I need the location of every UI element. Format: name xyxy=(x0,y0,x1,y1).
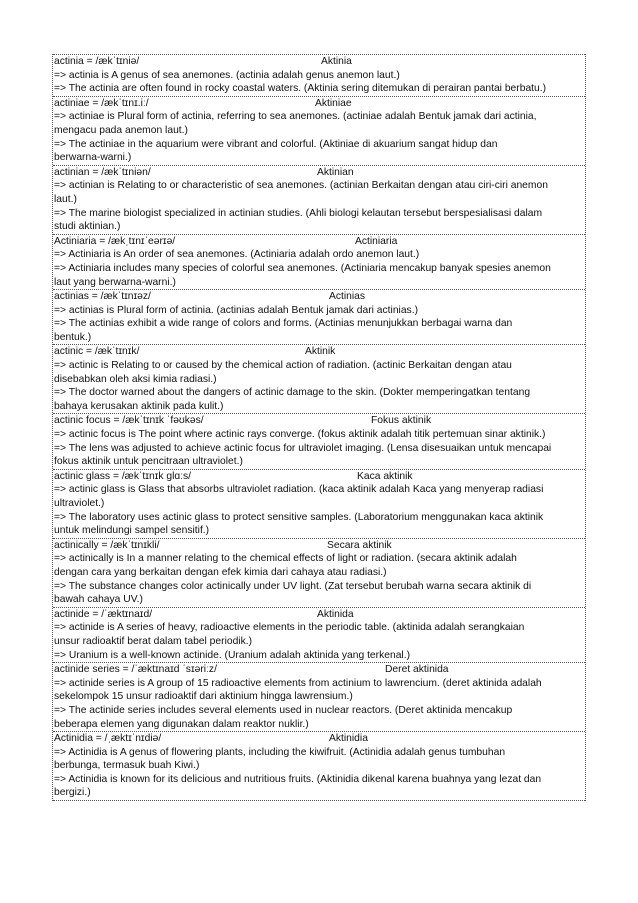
translation: Actinias xyxy=(329,291,366,303)
dictionary-entry xyxy=(53,96,585,165)
entry-line: => actinically is In a manner relating to the chemical effects of light or radiation. (secara aktinik adalah xyxy=(54,553,517,565)
entry-line: => Uranium is a well-known actinide. (Uranium adalah aktinida yang terkenal.) xyxy=(54,649,410,661)
entry-line: => actiniae is Plural form of actinia, referring to sea anemones. (actiniae adalah Bentuk jamak dari actinia, xyxy=(54,111,537,123)
entry-header xyxy=(53,663,585,677)
entry-line: => The actinia are often found in rocky coastal waters. (Aktinia sering ditemukan di perairan pantai berbatu.) xyxy=(54,83,547,95)
entry-line: => actinian is Relating to or characteristic of sea anemones. (actinian Berkaitan dengan atau ciri-ciri anemon xyxy=(54,180,548,192)
headword: actinically = /ækˈtɪnɪkli/ xyxy=(54,539,160,551)
entry-header xyxy=(53,345,585,359)
entry-line: disebabkan oleh aksi kimia radiasi.) xyxy=(54,373,217,385)
entry-line: berwarna-warni.) xyxy=(54,152,132,164)
dictionary-entry xyxy=(53,344,585,413)
entry-line: => The marine biologist specialized in actinian studies. (Ahli biologi kelautan tersebut berspesialisasi dalam xyxy=(54,207,543,219)
translation: Aktinik xyxy=(305,346,336,358)
dictionary-entry xyxy=(53,538,585,607)
headword: Actiniaria = /ækˌtɪnɪˈeərɪə/ xyxy=(54,235,176,247)
entry-line: => The laboratory uses actinic glass to protect sensitive samples. (Laboratorium menggunakan kaca aktinik xyxy=(54,511,544,523)
entry-line: untuk melindungi sampel sensitif.) xyxy=(54,525,210,537)
entry-header xyxy=(53,414,585,428)
entry-line: laut.) xyxy=(54,193,77,205)
headword: actinide series = /ˈæktɪnaɪd ˈsɪəriːz/ xyxy=(54,664,217,676)
entry-line: => actinide series is A group of 15 radioactive elements from actinium to lawrencium. (deret aktinida adalah xyxy=(54,677,542,689)
translation: Deret aktinida xyxy=(385,664,449,676)
translation: Aktinia xyxy=(321,56,352,67)
dictionary-entry xyxy=(53,731,585,801)
entry-line: => actinic is Relating to or caused by the chemical action of radiation. (actinic Berkaitan dengan atau xyxy=(54,360,512,372)
entry-line: => The actinide series includes several elements used in nuclear reactors. (Deret aktinida mencakup xyxy=(54,704,513,716)
translation: Aktiniae xyxy=(315,97,352,109)
entry-line: => The doctor warned about the dangers of actinic damage to the skin. (Dokter memperingatkan tentang xyxy=(54,387,531,399)
entry-line: berbunga, termasuk buah Kiwi.) xyxy=(54,760,200,772)
entry-header xyxy=(53,470,585,484)
headword: actinias = /ækˈtɪnɪəz/ xyxy=(54,291,151,303)
dictionary-entry xyxy=(53,165,585,234)
entry-line: dengan cara yang berkaitan dengan efek kimia dari cahaya atau radiasi.) xyxy=(54,566,387,578)
entry-header xyxy=(53,290,585,304)
entry-line: sekelompok 15 unsur radioaktif dari aktinium hingga lawrensium.) xyxy=(54,691,353,703)
entry-header xyxy=(53,55,585,69)
entry-line: unsur radioaktif berat dalam tabel periodik.) xyxy=(54,635,253,647)
entry-line: => The actinias exhibit a wide range of colors and forms. (Actinias menunjukkan berbagai warna dan xyxy=(54,318,513,330)
entry-header xyxy=(53,732,585,746)
dictionary-entry xyxy=(53,413,585,468)
entry-line: bergizi.) xyxy=(54,787,91,799)
entry-line: studi aktinian.) xyxy=(54,221,121,233)
entry-line: => actinia is A genus of sea anemones. (actinia adalah genus anemon laut.) xyxy=(54,69,400,81)
translation: Kaca aktinik xyxy=(357,470,413,482)
entry-line: => actinic glass is Glass that absorbs ultraviolet radiation. (kaca aktinik adalah Kaca yang menyerap radiasi xyxy=(54,484,544,496)
translation: Secara aktinik xyxy=(327,539,392,551)
translation: Aktinidia xyxy=(329,733,368,745)
translation: Aktinian xyxy=(317,166,354,178)
headword: actinic glass = /ækˈtɪnɪk glɑːs/ xyxy=(54,470,191,482)
headword: actinian = /ækˈtɪniən/ xyxy=(54,166,151,178)
entry-line: => actinias is Plural form of actinia. (actinias adalah Bentuk jamak dari actinias.) xyxy=(54,304,418,316)
entry-line: => Actiniaria includes many species of colorful sea anemones. (Actiniaria mencakup banyak spesies anemon xyxy=(54,262,551,274)
dictionary-entry xyxy=(53,469,585,538)
entry-header xyxy=(53,166,585,180)
dictionary-entry xyxy=(53,607,585,662)
translation: Aktinida xyxy=(317,608,354,620)
headword: actinia = /ækˈtɪniə/ xyxy=(54,56,140,67)
entry-line: laut yang berwarna-warni.) xyxy=(54,276,176,288)
entry-line: => actinic focus is The point where actinic rays converge. (fokus aktinik adalah titik pertemuan sinar aktinik.) xyxy=(54,429,546,441)
entry-line: bahaya kerusakan aktinik pada kulit.) xyxy=(54,400,224,412)
headword: actinide = /ˈæktɪnaɪd/ xyxy=(54,608,153,620)
entry-line: mengacu pada anemon laut.) xyxy=(54,124,188,136)
headword: actinic = /ækˈtɪnɪk/ xyxy=(54,346,140,358)
entry-line: fokus aktinik untuk pencitraan ultraviolet.) xyxy=(54,456,243,468)
entry-line: => Actinidia is A genus of flowering plants, including the kiwifruit. (Actinidia adalah genus tumbuhan xyxy=(54,746,506,758)
headword: actiniae = /ækˈtɪnɪ.iː/ xyxy=(54,97,149,109)
entry-line: => The substance changes color actinically under UV light. (Zat tersebut berubah warna secara aktinik di xyxy=(54,580,532,592)
headword: Actinidia = /ˌæktɪˈnɪdiə/ xyxy=(54,733,162,745)
entry-line: beberapa elemen yang digunakan dalam reaktor nuklir.) xyxy=(54,718,309,730)
entry-line: bentuk.) xyxy=(54,331,92,343)
dictionary-entry xyxy=(53,662,585,731)
entry-line: => actinide is A series of heavy, radioactive elements in the periodic table. (aktinida adalah serangkaian xyxy=(54,622,525,634)
entry-line: ultraviolet.) xyxy=(54,498,105,509)
dictionary-entry xyxy=(53,289,585,344)
headword: actinic focus = /ækˈtɪnɪk ˈfəʊkəs/ xyxy=(54,415,204,427)
dictionary-table xyxy=(52,54,586,801)
entry-header xyxy=(53,97,585,111)
entry-header xyxy=(53,539,585,553)
translation: Actiniaria xyxy=(355,235,398,247)
entry-line: => Actinidia is known for its delicious and nutritious fruits. (Aktinidia dikenal karena buahnya yang lezat dan xyxy=(54,773,542,785)
dictionary-entry xyxy=(53,234,585,289)
dictionary-entry xyxy=(53,54,585,96)
entry-line: bawah cahaya UV.) xyxy=(54,594,143,606)
translation: Fokus aktinik xyxy=(371,415,432,427)
entry-line: => The lens was adjusted to achieve actinic focus for ultraviolet imaging. (Lensa disesuaikan untuk mencapai xyxy=(54,442,552,454)
entry-header xyxy=(53,235,585,249)
entry-line: => Actiniaria is An order of sea anemones. (Actiniaria adalah ordo anemon laut.) xyxy=(54,249,420,261)
entry-header xyxy=(53,608,585,622)
entry-line: => The actiniae in the aquarium were vibrant and colorful. (Aktiniae di akuarium sangat hidup dan xyxy=(54,138,498,150)
